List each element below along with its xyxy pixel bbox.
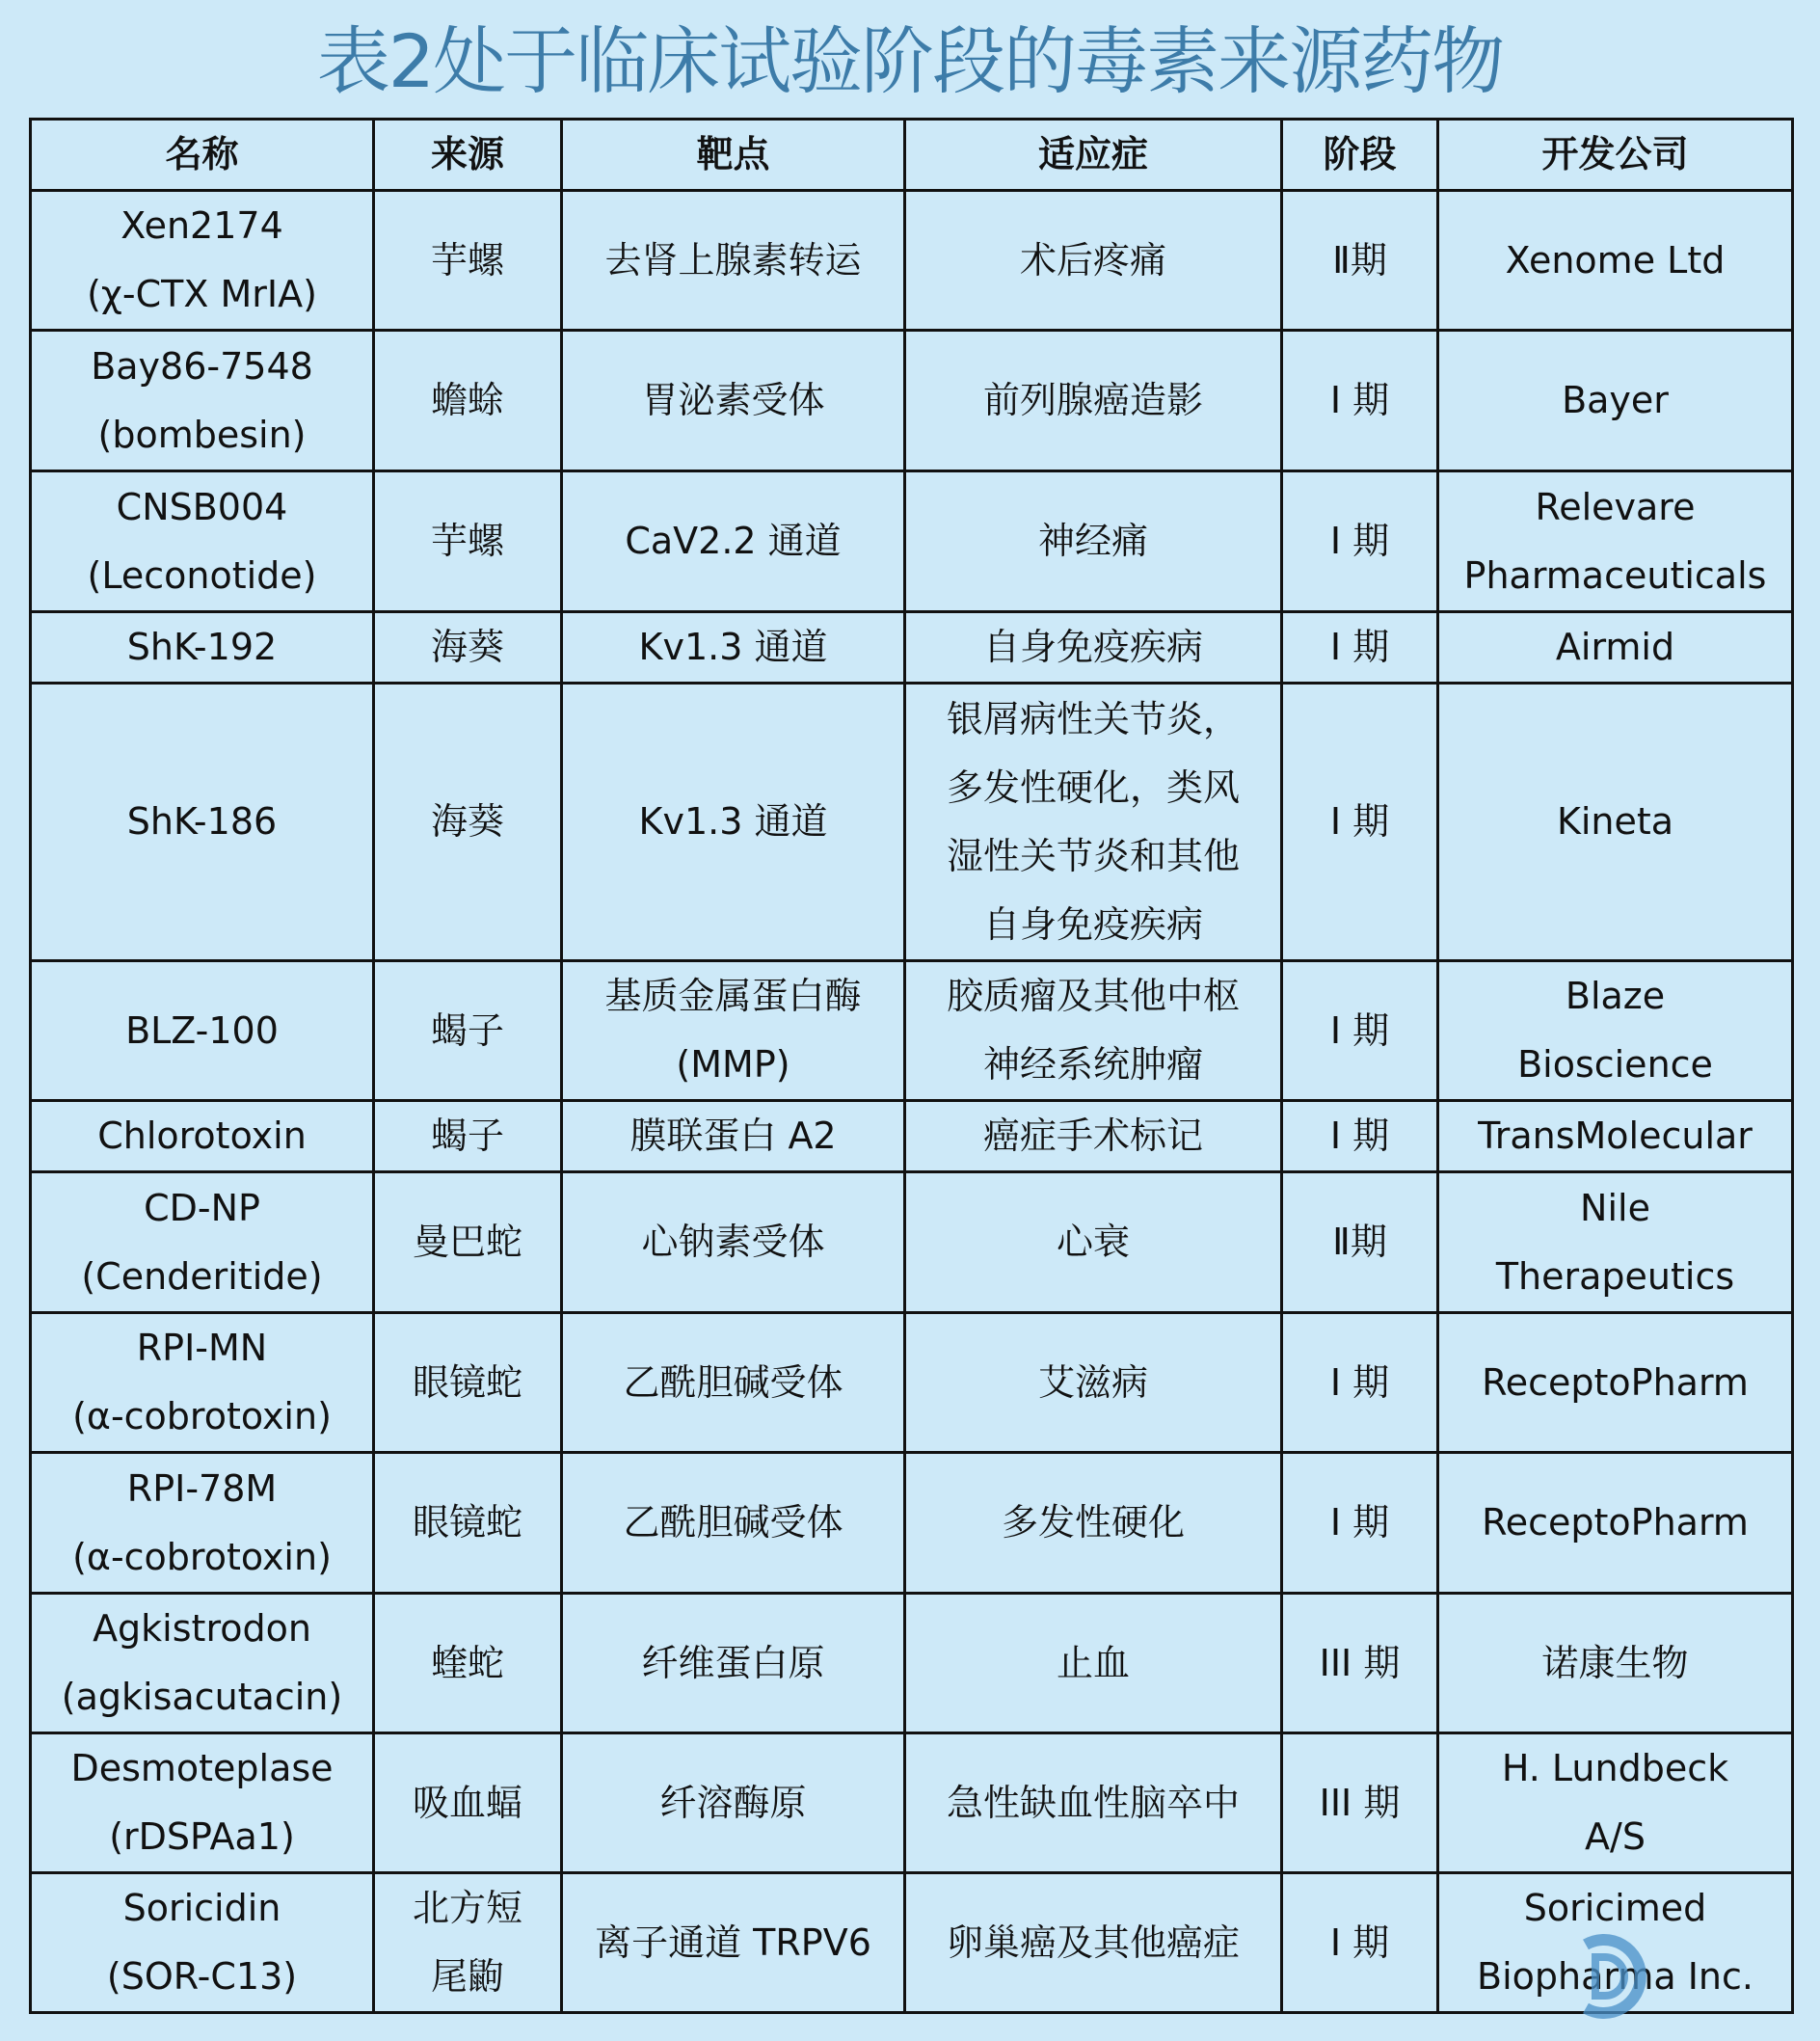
cell-target: 胃泌素受体 [562,331,905,471]
table-row [31,1873,1793,2013]
cell-indication: 心衰 [905,1172,1282,1313]
cell-phase: I 期 [1282,1313,1438,1453]
cell-company: Relevare Pharmaceuticals [1438,471,1793,612]
cell-name: CNSB004 (Leconotide) [31,471,374,612]
cell-source: 眼镜蛇 [374,1313,562,1453]
cell-phase: I 期 [1282,1453,1438,1594]
cell-target: Kv1.3 通道 [562,684,905,961]
cell-company: TransMolecular [1438,1101,1793,1172]
cell-indication: 前列腺癌造影 [905,331,1282,471]
cell-company: Xenome Ltd [1438,191,1793,331]
cell-name: Chlorotoxin [31,1101,374,1172]
cell-target: 纤维蛋白原 [562,1594,905,1733]
table-row [31,1453,1793,1594]
cell-phase: I 期 [1282,331,1438,471]
cell-target: 心钠素受体 [562,1172,905,1313]
cell-indication: 止血 [905,1594,1282,1733]
cell-name: Agkistrodon (agkisacutacin) [31,1594,374,1733]
cell-phase: Ⅱ期 [1282,191,1438,331]
page-title: 表2处于临床试验阶段的毒素来源药物 [316,18,1504,104]
header-target: 靶点 [562,120,905,191]
cell-name: Soricidin (SOR-C13) [31,1873,374,2013]
header-company: 开发公司 [1438,120,1793,191]
cell-source: 海葵 [374,612,562,684]
cell-phase: III 期 [1282,1594,1438,1733]
cell-target: 膜联蛋白 A2 [562,1101,905,1172]
cell-target: 基质金属蛋白酶 (MMP) [562,961,905,1101]
table-row [31,1733,1793,1873]
cell-phase: I 期 [1282,961,1438,1101]
cell-indication: 艾滋病 [905,1313,1282,1453]
cell-name: Xen2174 (χ-CTX MrIA) [31,191,374,331]
header-source: 来源 [374,120,562,191]
header-row [31,120,1793,191]
cell-phase: Ⅱ期 [1282,1172,1438,1313]
cell-indication: 癌症手术标记 [905,1101,1282,1172]
header-indication: 适应症 [905,120,1282,191]
cell-indication: 神经痛 [905,471,1282,612]
cell-target: 离子通道 TRPV6 [562,1873,905,2013]
cell-source: 蝎子 [374,961,562,1101]
cell-target: CaV2.2 通道 [562,471,905,612]
cell-company: ReceptoPharm [1438,1453,1793,1594]
cell-source: 北方短 尾鼩 [374,1873,562,2013]
yaodu-watermark-logo [1566,1933,1798,2025]
cell-source: 芋螺 [374,191,562,331]
cell-company: Kineta [1438,684,1793,961]
cell-company: ReceptoPharm [1438,1313,1793,1453]
table-row [31,1172,1793,1313]
cell-phase: III 期 [1282,1733,1438,1873]
cell-target: 乙酰胆碱受体 [562,1453,905,1594]
cell-source: 蟾蜍 [374,331,562,471]
table-row [31,684,1793,961]
cell-company: Airmid [1438,612,1793,684]
cell-phase: I 期 [1282,684,1438,961]
cell-phase: I 期 [1282,471,1438,612]
cell-source: 蝎子 [374,1101,562,1172]
cell-source: 芋螺 [374,471,562,612]
table-row [31,1594,1793,1733]
table-row [31,1101,1793,1172]
cell-indication: 自身免疫疾病 [905,612,1282,684]
cell-indication: 术后疼痛 [905,191,1282,331]
cell-source: 曼巴蛇 [374,1172,562,1313]
cell-name: Bay86-7548 (bombesin) [31,331,374,471]
cell-indication: 胶质瘤及其他中枢 神经系统肿瘤 [905,961,1282,1101]
cell-name: ShK-192 [31,612,374,684]
cell-source: 蝰蛇 [374,1594,562,1733]
table-row [31,1313,1793,1453]
cell-target: 乙酰胆碱受体 [562,1313,905,1453]
cell-indication: 卵巢癌及其他癌症 [905,1873,1282,2013]
table-row [31,612,1793,684]
cell-phase: I 期 [1282,1101,1438,1172]
cell-name: Desmoteplase (rDSPAa1) [31,1733,374,1873]
cell-source: 眼镜蛇 [374,1453,562,1594]
header-phase: 阶段 [1282,120,1438,191]
cell-name: ShK-186 [31,684,374,961]
cell-phase: I 期 [1282,1873,1438,2013]
watermark-d-icon [1566,1933,1653,2020]
cell-company: Blaze Bioscience [1438,961,1793,1101]
cell-phase: I 期 [1282,612,1438,684]
cell-indication: 急性缺血性脑卒中 [905,1733,1282,1873]
table-row [31,471,1793,612]
cell-name: CD-NP (Cenderitide) [31,1172,374,1313]
cell-company: Bayer [1438,331,1793,471]
cell-target: Kv1.3 通道 [562,612,905,684]
cell-company: Soricimed Biopharma Inc. [1438,1873,1793,2013]
cell-name: RPI-78M (α-cobrotoxin) [31,1453,374,1594]
header-name: 名称 [31,120,374,191]
cell-name: RPI-MN (α-cobrotoxin) [31,1313,374,1453]
cell-source: 吸血蝠 [374,1733,562,1873]
cell-target: 纤溶酶原 [562,1733,905,1873]
cell-indication: 银屑病性关节炎， 多发性硬化，类风 湿性关节炎和其他 自身免疫疾病 [905,684,1282,961]
cell-indication: 多发性硬化 [905,1453,1282,1594]
cell-company: H. Lundbeck A/S [1438,1733,1793,1873]
clinical-trial-toxin-drugs-table [29,118,1794,2014]
table-row [31,191,1793,331]
table-row [31,331,1793,471]
cell-target: 去肾上腺素转运 [562,191,905,331]
table-row [31,961,1793,1101]
cell-company: 诺康生物 [1438,1594,1793,1733]
cell-name: BLZ-100 [31,961,374,1101]
cell-source: 海葵 [374,684,562,961]
cell-company: Nile Therapeutics [1438,1172,1793,1313]
